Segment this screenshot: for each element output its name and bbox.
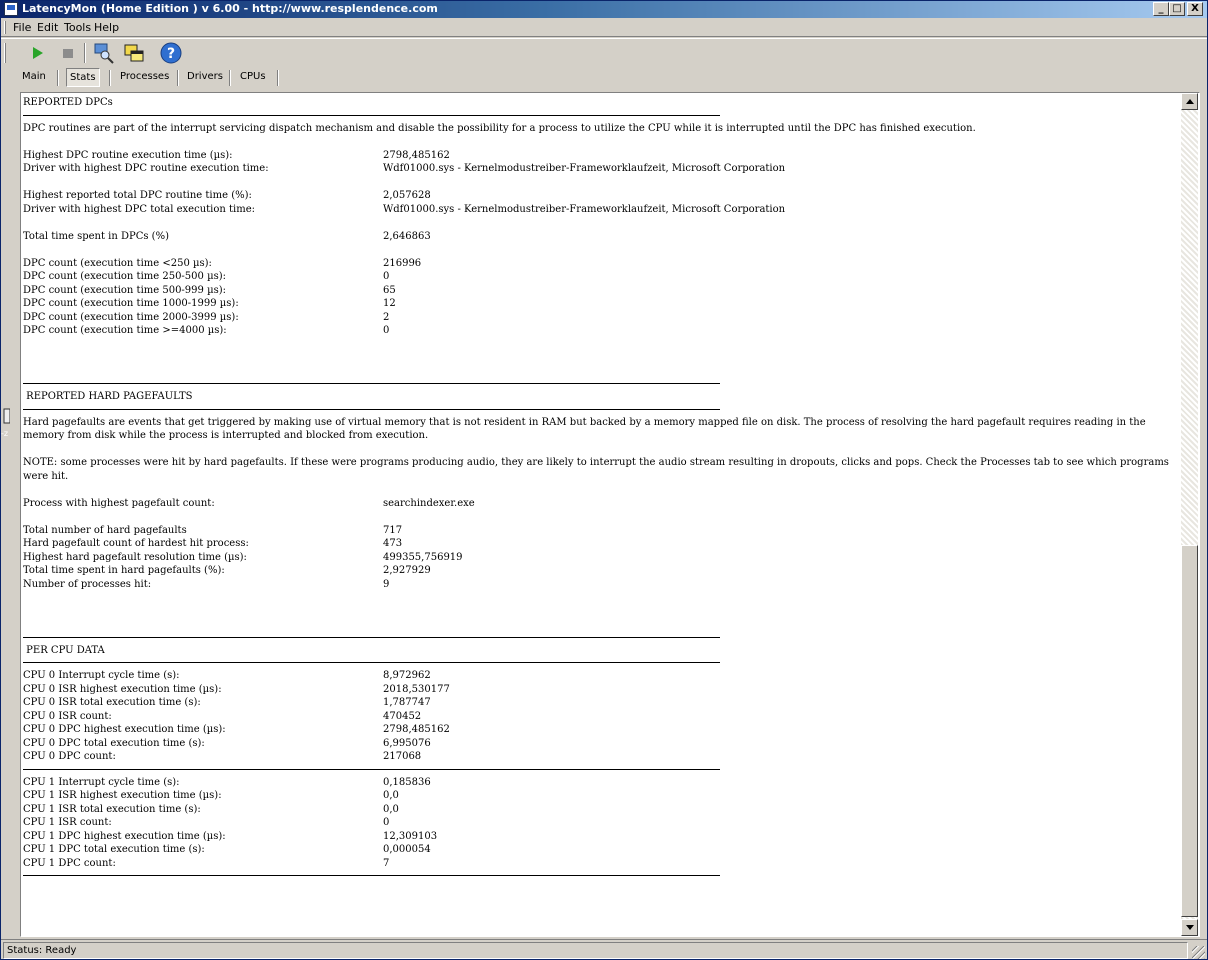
stat-value: Wdf01000.sys - Kernelmodustreiber-Frameworklaufzeit, Microsoft Corporation — [383, 163, 786, 174]
svg-text:?: ? — [166, 46, 176, 62]
stat-value: 2798,485162 — [383, 724, 450, 735]
divider — [23, 383, 720, 384]
stat-row — [23, 551, 1178, 565]
help-icon — [159, 41, 183, 65]
stat-label: CPU 1 DPC count: — [23, 857, 116, 869]
stat-value: 2,057628 — [383, 190, 431, 201]
stat-row — [23, 189, 1178, 203]
scroll-up-button[interactable] — [1181, 93, 1198, 110]
stat-label: Highest hard pagefault resolution time (µs): — [23, 551, 247, 563]
stat-row — [23, 696, 1178, 710]
menu-edit[interactable]: Edit — [37, 21, 59, 34]
stat-value: 65 — [383, 284, 396, 296]
stat-label: Process with highest pagefault count: — [23, 497, 215, 509]
stat-label: CPU 1 ISR count: — [23, 817, 112, 828]
stat-label: Highest reported total DPC routine time (%): — [23, 190, 252, 201]
divider — [23, 769, 720, 770]
stats-report — [23, 96, 1178, 882]
stat-row — [23, 843, 1178, 857]
tab-processes[interactable]: Processes — [120, 71, 170, 82]
stat-row — [23, 230, 1178, 244]
stat-label: CPU 0 DPC highest execution time (µs): — [23, 724, 226, 735]
stat-row — [23, 497, 1178, 511]
pagefault-description: Hard pagefaults are events that get triggered by making use of virtual memory that is not resident in RAM but backed by a memory mapped file on disk. The process of resolving the hard pagefault requires reading in the memory from disk while the process is interrupted and blocked from execution. — [23, 416, 1146, 441]
stat-row — [23, 564, 1178, 578]
stat-row — [23, 162, 1178, 176]
maximize-button[interactable]: □ — [1169, 2, 1185, 16]
stat-row — [23, 776, 1178, 790]
stat-label: Hard pagefault count of hardest hit process: — [23, 538, 249, 549]
stat-label: CPU 0 Interrupt cycle time (s): — [23, 670, 180, 681]
menubar-grip[interactable] — [4, 21, 6, 34]
pagefault-group-2 — [23, 524, 1178, 592]
stat-value: 9 — [383, 578, 390, 590]
tab-stats[interactable]: Stats — [66, 68, 100, 87]
stat-label: DPC count (execution time 2000-3999 µs): — [23, 311, 239, 323]
tab-drivers[interactable]: Drivers — [187, 71, 223, 82]
dpc-section-heading: REPORTED DPCs — [23, 97, 113, 108]
desktop-fragment — [1, 405, 10, 455]
menu-file[interactable]: File — [13, 21, 32, 34]
stat-label: CPU 1 ISR highest execution time (µs): — [23, 790, 222, 801]
stat-value: 12 — [383, 298, 396, 309]
stat-row — [23, 857, 1178, 871]
windows-button[interactable] — [122, 41, 146, 65]
divider — [23, 115, 720, 116]
stat-value: 0 — [383, 325, 390, 336]
stat-label: DPC count (execution time <250 µs): — [23, 257, 212, 269]
stat-value: 0 — [383, 271, 390, 282]
stat-value: 8,972962 — [383, 670, 431, 681]
stat-label: Highest DPC routine execution time (µs): — [23, 149, 233, 161]
stat-value: 6,995076 — [383, 737, 431, 749]
stat-label: CPU 0 DPC count: — [23, 751, 116, 762]
vertical-scrollbar[interactable] — [1181, 93, 1198, 936]
stat-label: DPC count (execution time 250-500 µs): — [23, 271, 226, 282]
pagefault-section-heading: REPORTED HARD PAGEFAULTS — [23, 391, 193, 402]
stats-report-panel[interactable] — [20, 92, 1200, 937]
stat-row — [23, 270, 1178, 284]
play-button[interactable] — [25, 41, 49, 65]
desktop-icon-fragment — [1, 405, 10, 425]
stat-label: Driver with highest DPC total execution time: — [23, 203, 255, 215]
stat-label: DPC count (execution time 500-999 µs): — [23, 284, 226, 296]
window-title: LatencyMon (Home Edition ) v 6.00 - http://www.resplendence.com — [22, 2, 438, 15]
stat-label: CPU 1 Interrupt cycle time (s): — [23, 776, 180, 788]
stat-value: Wdf01000.sys - Kernelmodustreiber-Frameworklaufzeit, Microsoft Corporation — [383, 203, 786, 215]
dpc-group-1 — [23, 149, 1178, 176]
dpc-description: DPC routines are part of the interrupt servicing dispatch mechanism and disable the possibility for a process to utilize the CPU while it is interrupted until the DPC has finished execution. — [23, 122, 976, 134]
stop-button[interactable] — [56, 41, 80, 65]
dpc-count-group — [23, 257, 1178, 338]
stat-value: 717 — [383, 524, 403, 536]
tab-cpus[interactable]: CPUs — [240, 71, 266, 82]
tab-bar — [1, 66, 1207, 88]
stat-label: CPU 0 ISR count: — [23, 710, 112, 722]
stat-label: CPU 0 ISR total execution time (s): — [23, 697, 201, 708]
menu-help[interactable]: Help — [94, 21, 120, 34]
stat-row — [23, 537, 1178, 551]
stat-value: 0,185836 — [383, 776, 431, 788]
stat-label: DPC count (execution time >=4000 µs): — [23, 325, 227, 336]
tab-separator — [177, 70, 179, 86]
stat-value: 473 — [383, 538, 403, 549]
magnifier-icon — [92, 41, 116, 65]
close-button[interactable]: X — [1187, 2, 1203, 16]
cpu1-group — [23, 776, 1178, 871]
stat-row — [23, 789, 1178, 803]
scrollbar-thumb[interactable] — [1181, 545, 1198, 917]
stat-label: Total time spent in DPCs (%) — [23, 230, 169, 242]
stat-label: CPU 0 ISR highest execution time (µs): — [23, 683, 222, 695]
stat-label: Total time spent in hard pagefaults (%): — [23, 565, 225, 576]
desktop-fragment-label: -z — [1, 429, 9, 438]
title-bar[interactable] — [1, 1, 1207, 18]
status-text: Status: Ready — [3, 942, 1188, 959]
stat-row — [23, 311, 1178, 325]
divider — [23, 662, 720, 663]
stat-value: 2,927929 — [383, 565, 431, 576]
stat-value: 2,646863 — [383, 230, 431, 242]
arrow-down-icon — [1186, 925, 1194, 930]
stat-value: 0,0 — [383, 803, 399, 815]
stat-row — [23, 203, 1178, 217]
stat-label: CPU 1 ISR total execution time (s): — [23, 803, 201, 815]
tab-main[interactable]: Main — [22, 71, 46, 82]
play-icon — [25, 41, 49, 65]
stat-row — [23, 284, 1178, 298]
stat-value: 7 — [383, 857, 390, 869]
stat-label: Driver with highest DPC routine execution time: — [23, 163, 269, 174]
stat-row — [23, 524, 1178, 538]
pagefault-note: NOTE: some processes were hit by hard pagefaults. If these were programs producing audio, they are likely to interrupt the audio stream resulting in dropouts, clicks and pops. Check the Processes tab to see which programs were hit. — [23, 457, 1169, 482]
arrow-up-icon — [1186, 99, 1194, 104]
tab-separator — [109, 70, 111, 86]
tab-separator — [229, 70, 231, 86]
stat-value: 2798,485162 — [383, 149, 450, 161]
tab-separator — [57, 70, 59, 86]
menu-bar — [1, 18, 1207, 37]
stat-row — [23, 737, 1178, 751]
resize-grip[interactable] — [1192, 946, 1205, 959]
cpu0-group — [23, 669, 1178, 764]
stat-row — [23, 669, 1178, 683]
stat-value: 216996 — [383, 257, 422, 269]
stat-row — [23, 149, 1178, 163]
stat-value: 2 — [383, 311, 390, 323]
stat-value: searchindexer.exe — [383, 497, 475, 509]
stop-icon — [56, 41, 80, 65]
help-button[interactable] — [159, 41, 183, 65]
stat-label: CPU 0 DPC total execution time (s): — [23, 737, 205, 749]
stat-row — [23, 830, 1178, 844]
minimize-button[interactable]: _ — [1153, 2, 1169, 16]
divider — [23, 409, 720, 410]
stat-row — [23, 803, 1178, 817]
divider — [23, 875, 720, 876]
toolbar-grip[interactable] — [4, 43, 6, 63]
stat-row — [23, 257, 1178, 271]
stat-label: Number of processes hit: — [23, 578, 152, 590]
stat-row — [23, 710, 1178, 724]
stat-value: 0 — [383, 817, 390, 828]
scroll-down-button[interactable] — [1181, 919, 1198, 936]
stat-value: 470452 — [383, 710, 422, 722]
stat-label: DPC count (execution time 1000-1999 µs): — [23, 298, 239, 309]
toolbar-separator — [84, 43, 86, 63]
stat-value: 499355,756919 — [383, 551, 463, 563]
dpc-group-2 — [23, 189, 1178, 216]
driver-search-button[interactable] — [92, 41, 116, 65]
stat-value: 0,000054 — [383, 844, 431, 855]
stat-label: Total number of hard pagefaults — [23, 524, 187, 536]
stat-row — [23, 750, 1178, 764]
stat-row — [23, 683, 1178, 697]
tab-separator — [277, 70, 279, 86]
stat-value: 2018,530177 — [383, 683, 450, 695]
stat-row — [23, 723, 1178, 737]
stat-row — [23, 324, 1178, 338]
stat-label: CPU 1 DPC total execution time (s): — [23, 844, 205, 855]
cpu-section-heading: PER CPU DATA — [23, 644, 105, 656]
stat-row — [23, 578, 1178, 592]
windows-icon — [122, 41, 146, 65]
stat-value: 0,0 — [383, 790, 399, 801]
stat-row — [23, 816, 1178, 830]
divider — [23, 637, 720, 638]
stat-value: 1,787747 — [383, 697, 431, 708]
stat-value: 217068 — [383, 751, 422, 762]
menu-tools[interactable]: Tools — [64, 21, 92, 34]
stat-value: 12,309103 — [383, 830, 438, 842]
status-bar — [1, 939, 1207, 960]
toolbar — [1, 38, 1207, 66]
app-icon[interactable] — [4, 2, 18, 16]
stat-row — [23, 297, 1178, 311]
stat-label: CPU 1 DPC highest execution time (µs): — [23, 830, 226, 842]
